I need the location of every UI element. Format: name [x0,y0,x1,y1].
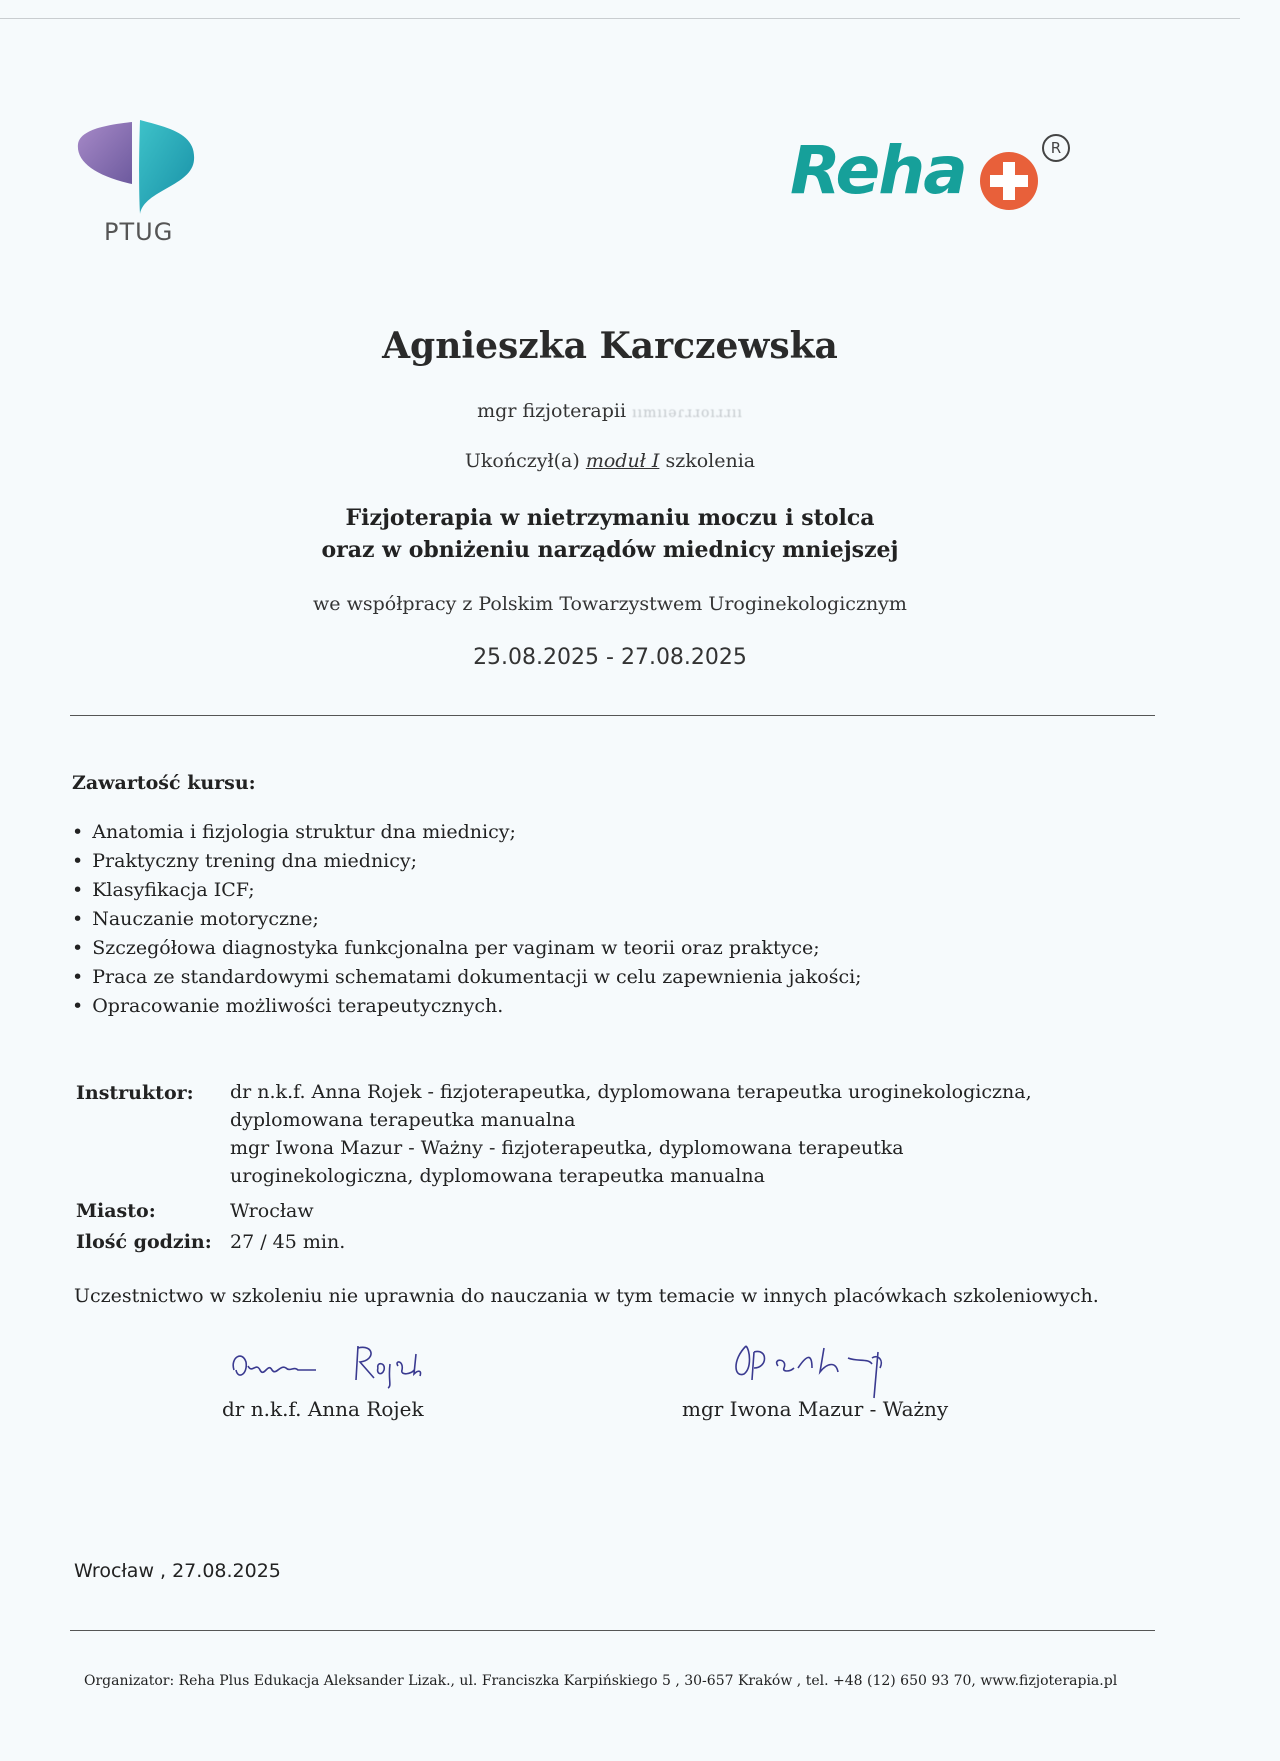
list-item: • Klasyfikacja ICF; [72,876,862,905]
participant-name: Agnieszka Karczewska [382,325,838,367]
completion-suffix: szkolenia [665,450,756,472]
city-value: Wrocław [230,1200,314,1222]
degree-label: mgr fizjoterapii [477,400,627,422]
course-title-line-1: Fizjoterapia w nietrzymaniu moczu i stolca [345,505,875,531]
list-item: • Nauczanie motoryczne; [72,905,862,934]
signature-left [228,1340,438,1390]
participation-note: Uczestnictwo w szkoleniu nie uprawnia do nauczania w tym temacie w innych placówkach szkoleniowych. [74,1285,1099,1307]
plus-icon [980,152,1038,210]
completion-statement [0,450,1220,472]
organizer-footer: Organizator: Reha Plus Edukacja Aleksander Lizak., ul. Franciszka Karpińskiego 5 , 30-657 Kraków , tel. +48 (12) 650 93 70, www.fizjoterapia.pl [84,1673,1118,1689]
signature-right-name: mgr Iwona Mazur - Ważny [682,1397,949,1421]
hours-label: Ilość godzin: [76,1231,212,1253]
reha-plus-logo [790,128,1080,218]
course-title-line-2: oraz w obniżeniu narządów miednicy mniejszej [321,537,899,563]
instructor-label: Instruktor: [76,1082,194,1104]
top-border-line [0,18,1240,19]
ptug-logo [74,118,204,248]
list-item: • Opracowanie możliwości terapeutycznych. [72,992,862,1021]
registered-mark-icon: R [1042,134,1070,162]
cooperation-line: we współpracy z Polskim Towarzystwem Uroginekologicznym [313,593,907,615]
list-item: • Anatomia i fizjologia struktur dna miednicy; [72,818,862,847]
list-item: • Praca ze standardowymi schematami dokumentacji w celu zapewnienia jakości; [72,963,862,992]
instructor-details [230,1078,1032,1190]
place-and-date: Wrocław , 27.08.2025 [74,1560,281,1582]
instructor-line: mgr Iwona Mazur - Ważny - fizjoterapeutka, dyplomowana terapeutka [230,1137,904,1159]
course-dates: 25.08.2025 - 27.08.2025 [473,645,747,670]
content-title: Zawartość kursu: [72,772,256,794]
list-item: • Szczegółowa diagnostyka funkcjonalna per vaginam w teorii oraz praktyce; [72,934,862,963]
hours-value: 27 / 45 min. [230,1231,346,1253]
instructor-line: dr n.k.f. Anna Rojek - fizjoterapeutka, dyplomowana terapeutka uroginekologiczna, [230,1081,1032,1103]
divider-bottom [70,1630,1155,1631]
signature-left-handwriting [228,1340,438,1390]
ptug-logo-mark [74,118,204,218]
signature-left-name: dr n.k.f. Anna Rojek [222,1397,424,1421]
city-label: Miasto: [76,1200,156,1222]
participant-degree [0,400,1220,422]
module-name: moduł I [585,450,660,472]
completion-prefix: Ukończył(a) [464,450,580,472]
instructor-line: dyplomowana terapeutka manualna [230,1109,576,1131]
content-list [72,818,862,1021]
instructor-line: uroginekologiczna, dyplomowana terapeutka manualna [230,1165,765,1187]
list-item: • Praktyczny trening dna miednicy; [72,847,862,876]
ptug-logo-text: PTUG [104,218,174,246]
degree-obscured-number: ıımııəɾɹɹoıɹɹıı [632,405,743,421]
divider-top [70,715,1155,716]
reha-logo-text: Reha [790,132,966,209]
